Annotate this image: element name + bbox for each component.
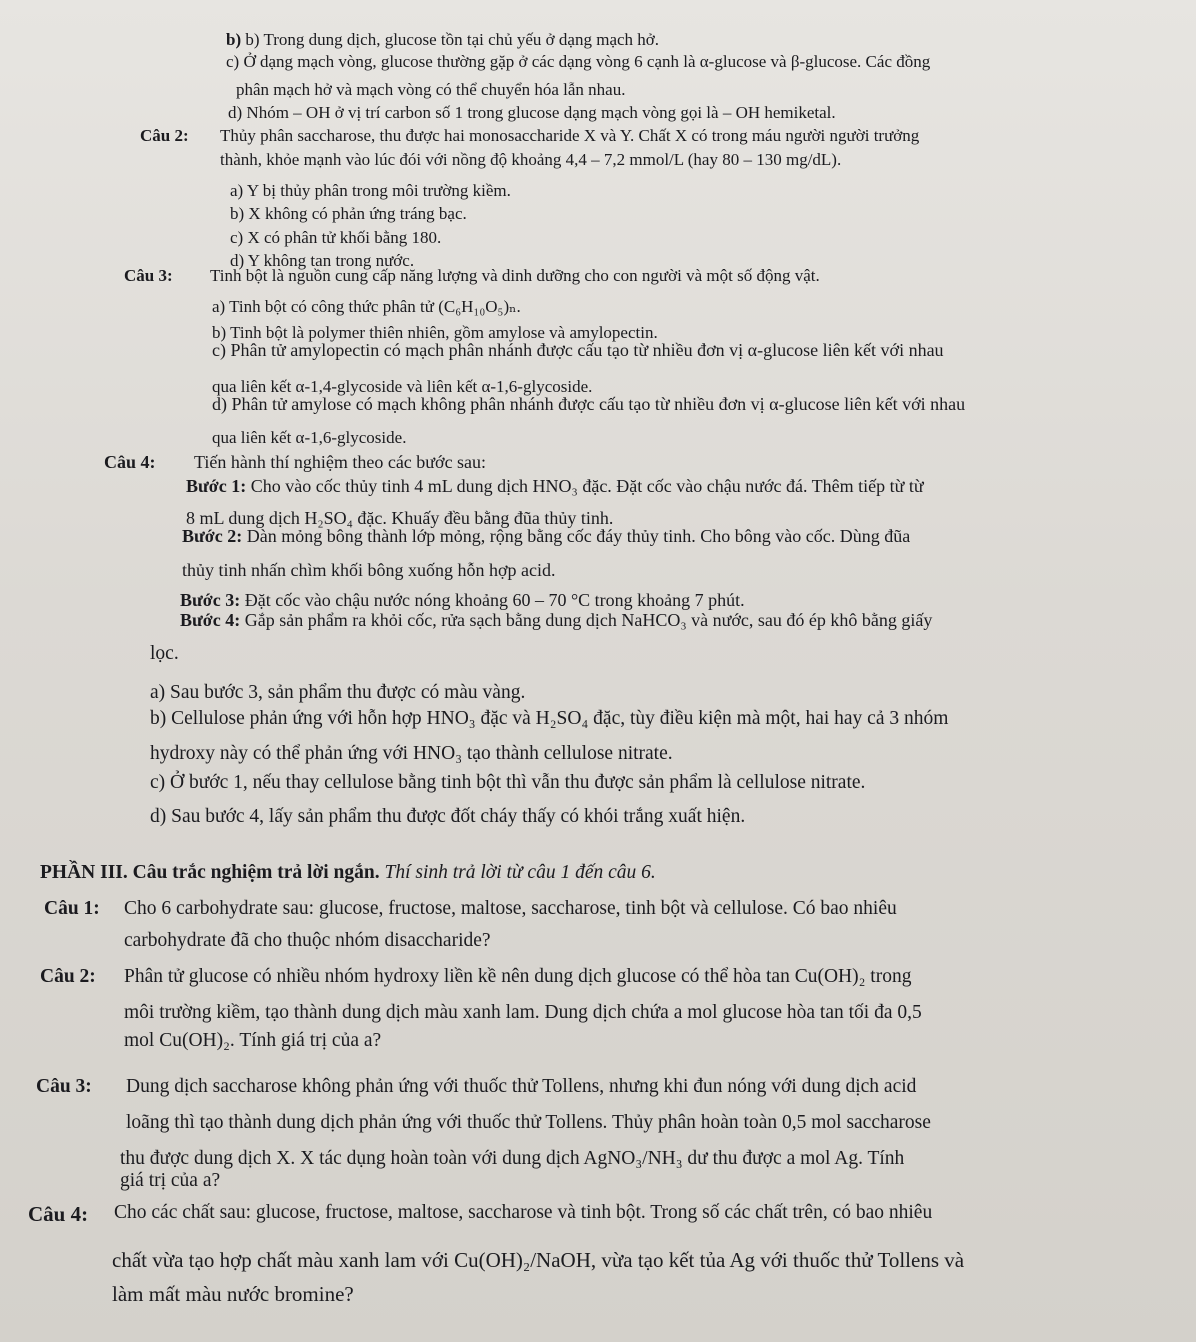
p2-q3-option-a: a) Tinh bột có công thức phân tử (C₆H₁₀O₅)ₙ. <box>212 297 521 316</box>
p3-q1-label: Câu 1: <box>44 898 100 919</box>
p3-q3-line3: thu được dung dịch X. X tác dụng hoàn toàn với dung dịch AgNO₃/NH₃ dư thu được a mol Ag. Tính <box>120 1148 905 1169</box>
p2-q4-step4-line2: lọc. <box>150 643 179 664</box>
p2-q2-stem-line2: thành, khỏe mạnh vào lúc đói với nồng độ khoảng 4,4 – 7,2 mmol/L (hay 80 – 130 mg/dL). <box>220 150 842 169</box>
p3-q4-line1: Cho các chất sau: glucose, fructose, maltose, saccharose và tinh bột. Trong số các chất trên, có bao nhiêu <box>114 1202 933 1223</box>
p3-q1-line1: Cho 6 carbohydrate sau: glucose, fructose, maltose, saccharose, tinh bột và cellulose. Có bao nhiêu <box>124 898 897 919</box>
step2-label: Bước 2: <box>182 526 243 546</box>
p2-q4-step2-line2: thủy tinh nhấn chìm khối bông xuống hỗn hợp acid. <box>182 560 556 580</box>
p2-q4-option-c: c) Ở bước 1, nếu thay cellulose bằng tinh bột thì vẫn thu được sản phẩm là cellulose nitrate. <box>150 772 866 793</box>
p2-q3-option-c-line2: qua liên kết α-1,4-glycoside và liên kết α-1,6-glycoside. <box>212 377 593 396</box>
p3-q2-line1: Phân tử glucose có nhiều nhóm hydroxy liền kề nên dung dịch glucose có thể hòa tan Cu(OH)₂ trong <box>124 966 912 987</box>
p3-q3-label: Câu 3: <box>36 1076 92 1097</box>
part3-title: PHẦN III. Câu trắc nghiệm trả lời ngắn. <box>40 862 380 883</box>
p2-q4-step2-line1 <box>182 526 910 547</box>
p2-q2-option-b: b) X không có phản ứng tráng bạc. <box>230 204 467 223</box>
p2-q4-step3 <box>180 590 745 611</box>
step3-label: Bước 3: <box>180 590 241 610</box>
p2-q4-option-a: a) Sau bước 3, sản phẩm thu được có màu vàng. <box>150 682 526 703</box>
p2-q3-stem: Tinh bột là nguồn cung cấp năng lượng và dinh dưỡng cho con người và một số động vật. <box>210 266 820 285</box>
p2-q2-stem-line1: Thủy phân saccharose, thu được hai monosaccharide X và Y. Chất X có trong máu người người trưởng <box>220 126 920 145</box>
p2-q1-option-b: b) b) Trong dung dịch, glucose tồn tại chủ yếu ở dạng mạch hở. <box>226 30 660 49</box>
p2-q4-step4-line1 <box>180 610 932 631</box>
p2-q1-option-d: d) Nhóm – OH ở vị trí carbon số 1 trong glucose dạng mạch vòng gọi là – OH hemiketal. <box>228 103 836 122</box>
step4-label: Bước 4: <box>180 610 241 630</box>
part3-instruction: Thí sinh trả lời từ câu 1 đến câu 6. <box>384 862 656 883</box>
p2-q2-option-c: c) X có phân tử khối bằng 180. <box>230 228 442 247</box>
step3-text: Đặt cốc vào chậu nước nóng khoảng 60 – 70 °C trong khoảng 7 phút. <box>244 590 745 610</box>
p2-q4-stem: Tiến hành thí nghiệm theo các bước sau: <box>194 452 487 472</box>
part3-heading <box>40 862 656 884</box>
p2-q3-option-c-line1: c) Phân tử amylopectin có mạch phân nhánh được cấu tạo từ nhiều đơn vị α-glucose liên kết với nhau <box>212 340 944 360</box>
p2-q4-step1-line1 <box>186 476 924 497</box>
p2-q1-option-c-line1: c) Ở dạng mạch vòng, glucose thường gặp ở các dạng vòng 6 cạnh là α-glucose và β-glucose. Các đồng <box>226 52 931 71</box>
p3-q4-line2: chất vừa tạo hợp chất màu xanh lam với Cu(OH)₂/NaOH, vừa tạo kết tủa Ag với thuốc thử Tollens và <box>112 1248 965 1272</box>
step1-text: Cho vào cốc thủy tinh 4 mL dung dịch HNO₃ đặc. Đặt cốc vào chậu nước đá. Thêm tiếp từ từ <box>250 476 924 496</box>
p2-q2-option-d: d) Y không tan trong nước. <box>230 251 415 270</box>
p2-q4-step1-line2: 8 mL dung dịch H₂SO₄ đặc. Khuấy đều bằng đũa thủy tinh. <box>186 508 614 528</box>
step4-text: Gắp sản phẩm ra khỏi cốc, rửa sạch bằng dung dịch NaHCO₃ và nước, sau đó ép khô bằng giấy <box>244 610 933 630</box>
p3-q2-line3: mol Cu(OH)₂. Tính giá trị của a? <box>124 1030 382 1051</box>
p2-q3-label: Câu 3: <box>124 266 173 285</box>
p2-q1-option-c-line2: phân mạch hở và mạch vòng có thể chuyển hóa lẫn nhau. <box>236 80 626 99</box>
option-text: b) Trong dung dịch, glucose tồn tại chủ yếu ở dạng mạch hở. <box>245 30 660 49</box>
p2-q4-option-b-line1: b) Cellulose phản ứng với hỗn hợp HNO₃ đặc và H₂SO₄ đặc, tùy điều kiện mà một, hai hay cả 3 nhóm <box>150 708 949 729</box>
p2-q4-label: Câu 4: <box>104 452 156 472</box>
p3-q3-line2: loãng thì tạo thành dung dịch phản ứng với thuốc thử Tollens. Thủy phân hoàn toàn 0,5 mol saccharose <box>126 1112 931 1133</box>
p2-q3-option-d-line2: qua liên kết α-1,6-glycoside. <box>212 428 407 447</box>
p2-q3-option-d-line1: d) Phân tử amylose có mạch không phân nhánh được cấu tạo từ nhiều đơn vị α-glucose liên kết với nhau <box>212 394 966 414</box>
p2-q2-option-a: a) Y bị thủy phân trong môi trường kiềm. <box>230 181 511 200</box>
p3-q4-label: Câu 4: <box>28 1202 89 1226</box>
p3-q3-line1: Dung dịch saccharose không phản ứng với thuốc thử Tollens, nhưng khi đun nóng với dung dịch acid <box>126 1076 917 1097</box>
p2-q4-option-d: d) Sau bước 4, lấy sản phẩm thu được đốt cháy thấy có khói trắng xuất hiện. <box>150 806 746 827</box>
p2-q2-label: Câu 2: <box>140 126 189 145</box>
p3-q4-line3: làm mất màu nước bromine? <box>112 1282 354 1306</box>
p3-q3-line4: giá trị của a? <box>120 1170 221 1191</box>
step2-text: Dàn mỏng bông thành lớp mỏng, rộng bằng cốc đáy thủy tinh. Cho bông vào cốc. Dùng đũa <box>246 526 911 546</box>
p2-q4-option-b-line2: hydroxy này có thể phản ứng với HNO₃ tạo thành cellulose nitrate. <box>150 743 673 764</box>
step1-label: Bước 1: <box>186 476 247 496</box>
p3-q1-line2: carbohydrate đã cho thuộc nhóm disaccharide? <box>124 930 491 951</box>
p2-q3-option-b: b) Tinh bột là polymer thiên nhiên, gồm amylose và amylopectin. <box>212 323 658 342</box>
p3-q2-line2: môi trường kiềm, tạo thành dung dịch màu xanh lam. Dung dịch chứa a mol glucose hòa tan tối đa 0,5 <box>124 1002 922 1023</box>
p3-q2-label: Câu 2: <box>40 966 96 987</box>
